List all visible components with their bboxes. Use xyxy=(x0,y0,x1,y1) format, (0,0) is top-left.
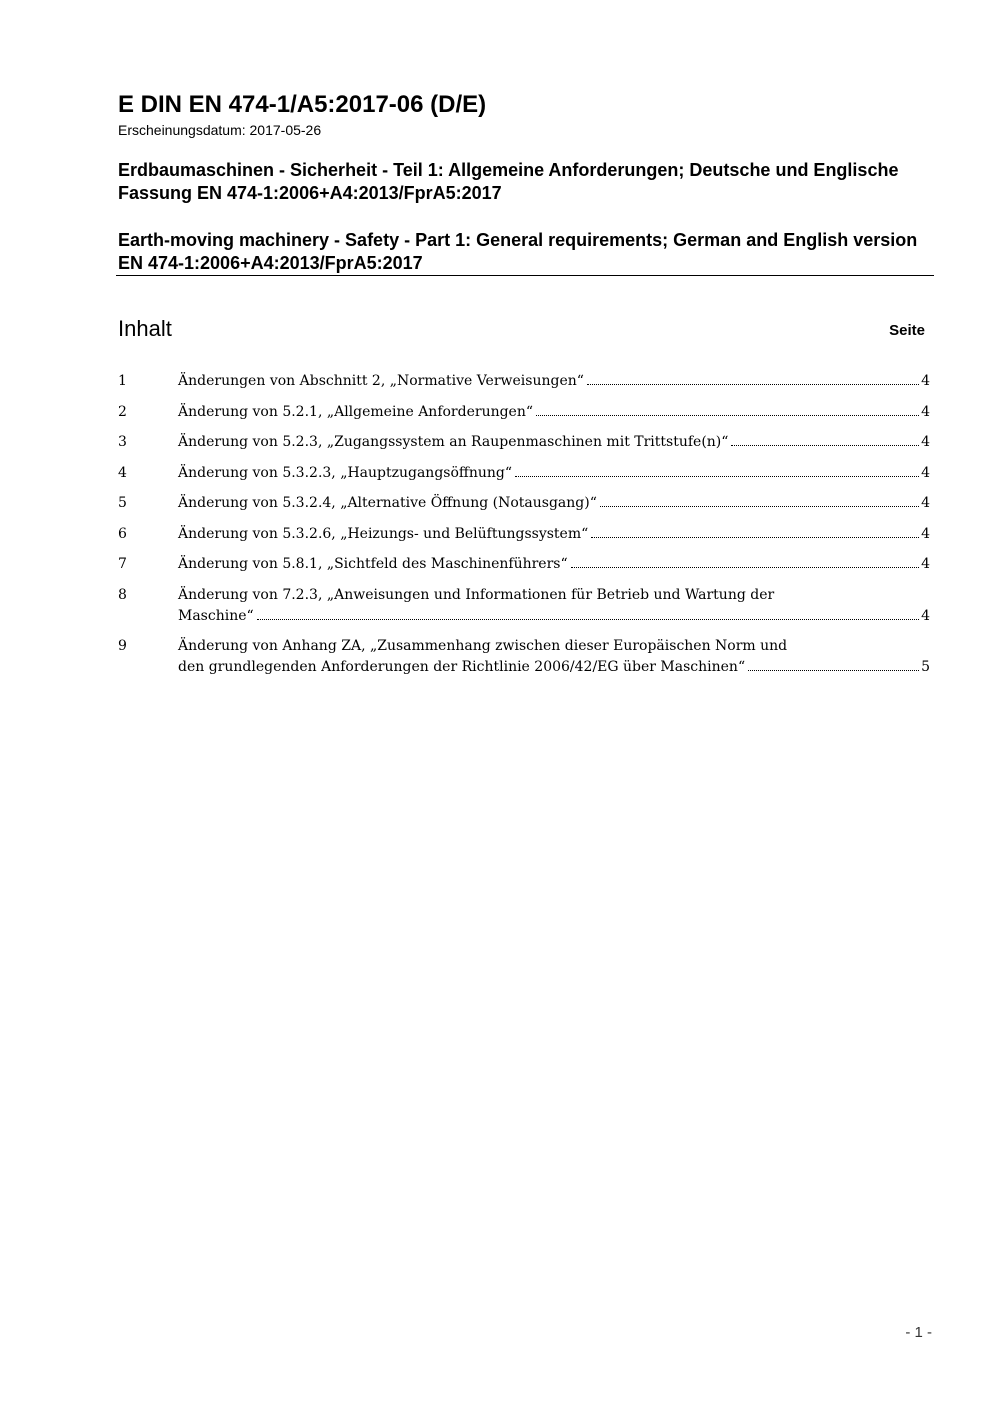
toc-entry-title: Änderung von 5.8.1, „Sichtfeld des Maschinenführers“ xyxy=(178,556,568,572)
toc-entry-6[interactable] xyxy=(118,524,930,545)
toc-entry-9[interactable] xyxy=(118,636,930,678)
toc-entry-number: 4 xyxy=(118,464,127,481)
toc-entry-number: 7 xyxy=(118,556,127,572)
toc-entry-number: 6 xyxy=(118,525,127,542)
table-of-contents xyxy=(118,371,930,688)
toc-entry-page: 4 xyxy=(921,373,930,389)
toc-entry-title: Änderung von 5.3.2.6, „Heizungs- und Belüftungssystem“ xyxy=(178,525,589,542)
toc-entry-page: 5 xyxy=(921,659,930,675)
toc-entry-number: 1 xyxy=(118,373,127,389)
toc-entry-title-line1: Änderung von Anhang ZA, „Zusammenhang zwischen dieser Europäischen Norm und xyxy=(178,638,788,654)
toc-entry-7[interactable] xyxy=(118,554,930,575)
document-id: E DIN EN 474-1/A5:2017-06 (D/E) xyxy=(118,91,487,118)
toc-entry-page: 4 xyxy=(921,495,930,511)
toc-entry-title: Änderung von 5.3.2.3, „Hauptzugangsöffnung“ xyxy=(178,464,513,481)
toc-entry-title-line1: Änderung von 7.2.3, „Anweisungen und Informationen für Betrieb und Wartung der xyxy=(178,586,775,603)
toc-entry-2[interactable] xyxy=(118,402,930,423)
dot-leader xyxy=(748,670,919,671)
toc-entry-page: 4 xyxy=(921,434,930,450)
title-divider xyxy=(116,275,934,276)
toc-entry-4[interactable] xyxy=(118,463,930,484)
toc-entry-page: 4 xyxy=(921,607,930,624)
toc-entry-number: 9 xyxy=(118,638,127,654)
toc-entry-title-line2: Maschine“ xyxy=(178,607,254,624)
toc-entry-page: 4 xyxy=(921,525,930,542)
toc-entry-title: Änderungen von Abschnitt 2, „Normative Verweisungen“ xyxy=(178,373,584,389)
dot-leader xyxy=(587,384,919,385)
toc-entry-number: 3 xyxy=(118,434,127,450)
toc-page-label: Seite xyxy=(889,322,925,339)
toc-entry-number: 2 xyxy=(118,403,127,420)
toc-entry-8[interactable] xyxy=(118,585,930,627)
toc-entry-page: 4 xyxy=(921,464,930,481)
dot-leader xyxy=(591,537,919,538)
dot-leader xyxy=(515,476,919,477)
toc-entry-number: 5 xyxy=(118,495,127,511)
dot-leader xyxy=(571,567,919,568)
dot-leader xyxy=(600,506,919,507)
title-german: Erdbaumaschinen - Sicherheit - Teil 1: Allgemeine Anforderungen; Deutsche und Englische Fassung EN 474-1:2006+A4:2013/FprA5:2017 xyxy=(118,160,899,203)
title-english: Earth-moving machinery - Safety - Part 1: General requirements; German and English version EN 474-1:2006+A4:2013/FprA5:2017 xyxy=(118,230,918,273)
page-number: - 1 - xyxy=(905,1324,932,1341)
toc-entry-5[interactable] xyxy=(118,493,930,514)
dot-leader xyxy=(257,619,919,620)
issue-date: Erscheinungsdatum: 2017-05-26 xyxy=(118,122,322,138)
toc-entry-title: Änderung von 5.2.3, „Zugangssystem an Raupenmaschinen mit Trittstufe(n)“ xyxy=(178,434,729,450)
toc-entry-page: 4 xyxy=(921,556,930,572)
toc-entry-title: Änderung von 5.3.2.4, „Alternative Öffnung (Notausgang)“ xyxy=(178,495,597,511)
toc-heading: Inhalt xyxy=(118,316,172,341)
toc-entry-page: 4 xyxy=(921,403,930,420)
toc-entry-title: Änderung von 5.2.1, „Allgemeine Anforderungen“ xyxy=(178,403,534,420)
toc-entry-title-line2: den grundlegenden Anforderungen der Richtlinie 2006/42/EG über Maschinen“ xyxy=(178,659,746,675)
toc-entry-number: 8 xyxy=(118,586,127,603)
toc-entry-1[interactable] xyxy=(118,371,930,392)
dot-leader xyxy=(731,445,919,446)
dot-leader xyxy=(536,415,919,416)
toc-entry-3[interactable] xyxy=(118,432,930,453)
